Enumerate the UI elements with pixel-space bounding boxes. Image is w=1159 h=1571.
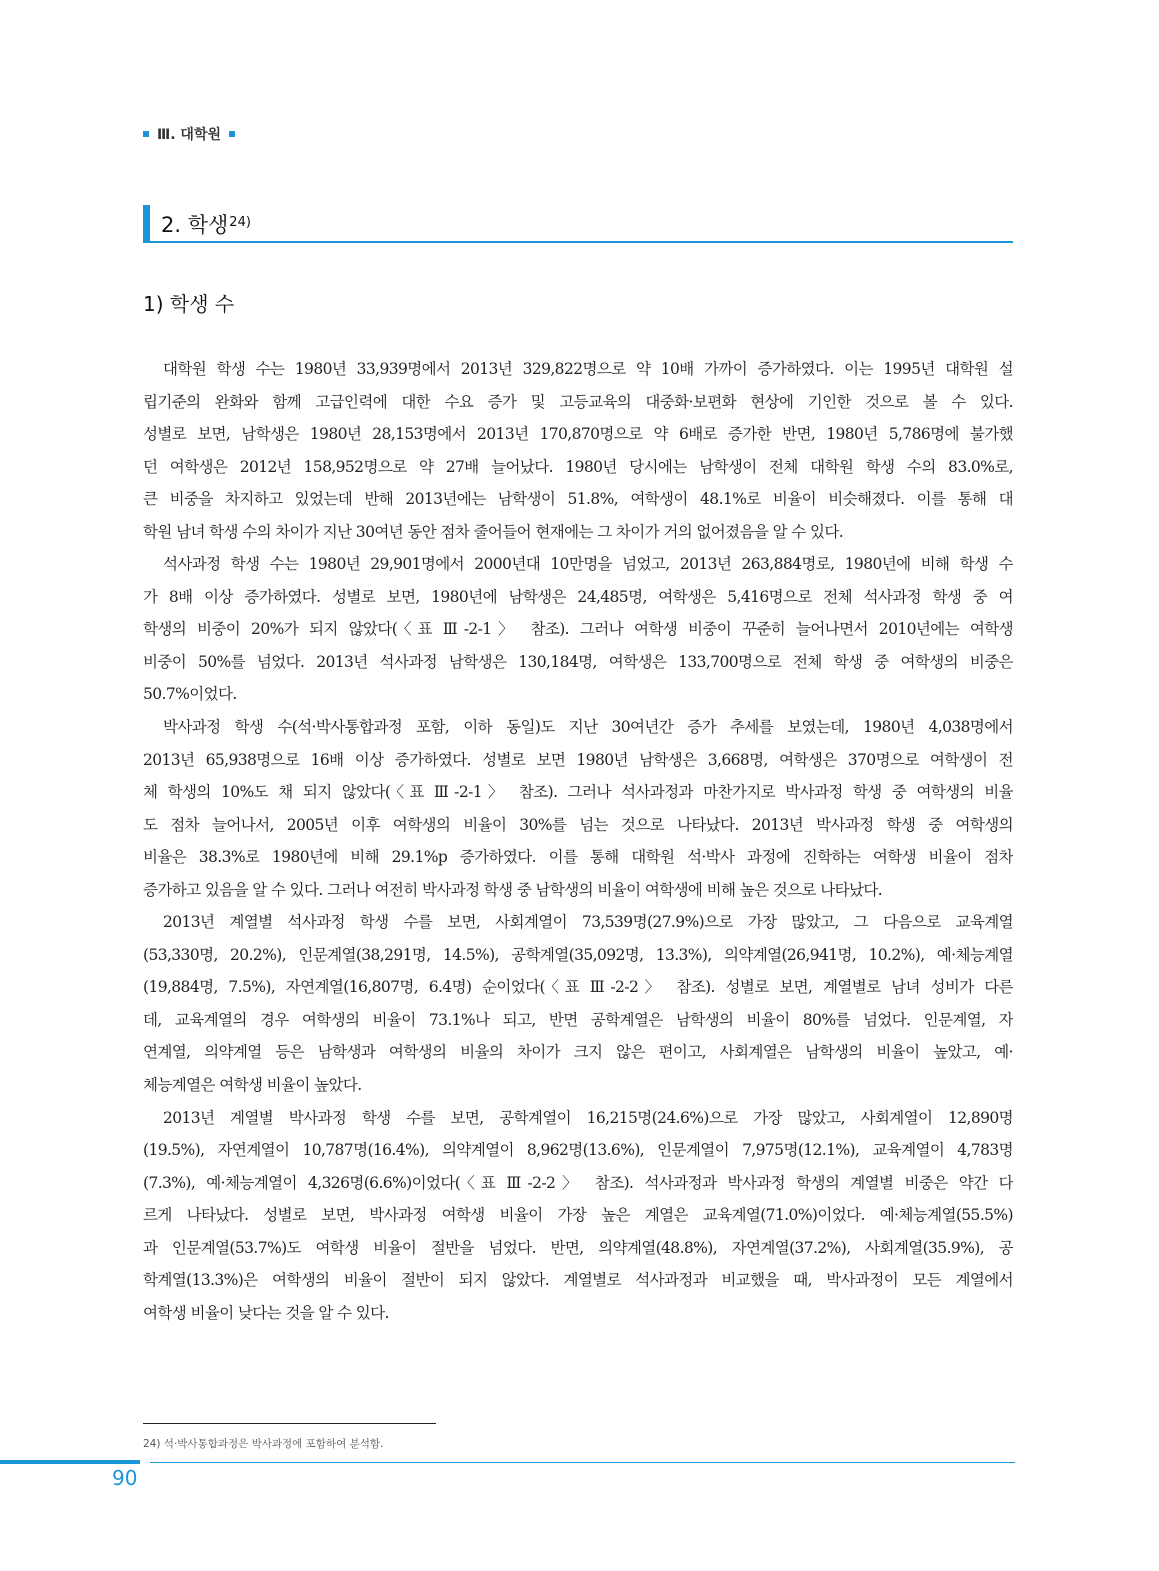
paragraph (143, 550, 1013, 713)
text-line: 박사과정 학생 수(석·박사통합과정 포함, 이하 동일)도 지난 30여년간 증가 추세를 보였는데, 1980년 4,038명에서 (163, 718, 1013, 737)
text-line: 50.7%이었다. (143, 685, 237, 704)
section-accent-bar (143, 205, 150, 242)
paragraph (143, 1104, 1013, 1332)
text-line: 가 8배 이상 증가하였다. 성별로 보면, 1980년에 남학생은 24,485명, 여학생은 5,416명으로 전체 석사과정 학생 중 여 (143, 587, 1013, 606)
text-line: 립기준의 완화와 함께 고급인력에 대한 수요 증가 및 고등교육의 대중화·보편화 현상에 기인한 것으로 볼 수 있다. (143, 392, 1013, 411)
text-line: 증가하고 있음을 알 수 있다. 그러나 여전히 박사과정 학생 중 남학생의 비율이 여학생에 비해 높은 것으로 나타났다. (143, 880, 883, 899)
text-line: 던 여학생은 2012년 158,952명으로 약 27배 늘어났다. 1980년 당시에는 남학생이 전체 대학원 학생 수의 83.0%로, (143, 457, 1013, 476)
paragraph (143, 713, 1013, 908)
text-line: 여학생 비율이 낮다는 것을 알 수 있다. (143, 1303, 389, 1322)
text-line: 2013년 계열별 석사과정 학생 수를 보면, 사회계열이 73,539명(27.9%)으로 가장 많았고, 그 다음으로 교육계열 (163, 913, 1013, 932)
text-line: 르게 나타났다. 성별로 보면, 박사과정 여학생 비율이 가장 높은 계열은 교육계열(71.0%)이었다. 예·체능계열(55.5%) (143, 1206, 1013, 1225)
text-line: 2013년 계열별 박사과정 학생 수를 보면, 공학계열이 16,215명(24.6%)으로 가장 많았고, 사회계열이 12,890명 (163, 1108, 1013, 1127)
chapter-title: Ⅲ. 대학원 (157, 127, 221, 143)
text-line: 2013년 65,938명으로 16배 이상 증가하였다. 성별로 보면 1980년 남학생은 3,668명, 여학생은 370명으로 여학생이 전 (143, 750, 1013, 769)
page-number: 90 (112, 1466, 138, 1490)
text-line: 연계열, 의약계열 등은 남학생과 여학생의 비율의 차이가 크지 않은 편이고, 사회계열은 남학생의 비율이 높았고, 예· (143, 1043, 1013, 1062)
text-line: 데, 교육계열의 경우 여학생의 비율이 73.1%나 되고, 반면 공학계열은 남학생의 비율이 80%를 넘었다. 인문계열, 자 (143, 1010, 1013, 1029)
text-line: 도 점차 늘어나서, 2005년 이후 여학생의 비율이 30%를 넘는 것으로 나타났다. 2013년 박사과정 학생 중 여학생의 (143, 815, 1013, 834)
text-line: (7.3%), 예·체능계열이 4,326명(6.6%)이었다(〈표 Ⅲ-2-2〉 참조). 석사과정과 박사과정 학생의 계열별 비중은 약간 다 (143, 1173, 1013, 1192)
section-heading (143, 205, 1013, 243)
chapter-header (143, 124, 235, 144)
text-line: (19.5%), 자연계열이 10,787명(16.4%), 의약계열이 8,962명(13.6%), 인문계열이 7,975명(12.1%), 교육계열이 4,783명 (143, 1141, 1013, 1160)
text-line: 학원 남녀 학생 수의 차이가 지난 30여년 동안 점차 줄어들어 현재에는 그 차이가 거의 없어졌음을 알 수 있다. (143, 522, 844, 541)
text-line: 체 학생의 10%도 채 되지 않았다(〈표 Ⅲ-2-1〉 참조). 그러나 석사과정과 마찬가지로 박사과정 학생 중 여학생의 비율 (143, 783, 1013, 802)
text-line: 대학원 학생 수는 1980년 33,939명에서 2013년 329,822명으로 약 10배 가까이 증가하였다. 이는 1995년 대학원 설 (163, 360, 1013, 378)
text-line: 학생의 비중이 20%가 되지 않았다(〈표 Ⅲ-2-1〉 참조). 그러나 여학생 비중이 꾸준히 늘어나면서 2010년에는 여학생 (143, 620, 1013, 639)
footer-rule (150, 1462, 1015, 1463)
footnote-divider (143, 1423, 436, 1424)
text-line: 큰 비중을 차지하고 있었는데 반해 2013년에는 남학생이 51.8%, 여학생이 48.1%로 비율이 비슷해졌다. 이를 통해 대 (143, 490, 1013, 509)
square-bullet-icon (143, 131, 149, 137)
body-text (143, 355, 1013, 1331)
subsection-title: 1) 학생 수 (143, 292, 235, 316)
paragraph (143, 355, 1013, 550)
text-line: 비중이 50%를 넘었다. 2013년 석사과정 남학생은 130,184명, 여학생은 133,700명으로 전체 학생 중 여학생의 비중은 (143, 652, 1013, 671)
text-line: 체능계열은 여학생 비율이 높았다. (143, 1076, 362, 1095)
footnote: 24) 석·박사통합과정은 박사과정에 포함하여 분석함. (143, 1438, 384, 1450)
square-bullet-icon (229, 131, 235, 137)
text-line: 성별로 보면, 남학생은 1980년 28,153명에서 2013년 170,870명으로 약 6배로 증가한 반면, 1980년 5,786명에 불가했 (143, 425, 1013, 444)
footnote-reference: 24) (229, 215, 251, 230)
footer-accent-bar (0, 1460, 140, 1464)
text-line: (19,884명, 7.5%), 자연계열(16,807명, 6.4명) 순이었다(〈표 Ⅲ-2-2〉 참조). 성별로 보면, 계열별로 남녀 성비가 다른 (143, 978, 1013, 997)
text-line: 석사과정 학생 수는 1980년 29,901명에서 2000년대 10만명을 넘었고, 2013년 263,884명로, 1980년에 비해 학생 수 (163, 555, 1013, 574)
paragraph (143, 908, 1013, 1103)
text-line: 비율은 38.3%로 1980년에 비해 29.1%p 증가하였다. 이를 통해 대학원 석·박사 과정에 진학하는 여학생 비율이 점차 (143, 848, 1013, 867)
text-line: 학계열(13.3%)은 여학생의 비율이 절반이 되지 않았다. 계열별로 석사과정과 비교했을 때, 박사과정이 모든 계열에서 (143, 1271, 1013, 1290)
section-title: 2. 학생 (161, 213, 229, 237)
text-line: 과 인문계열(53.7%)도 여학생 비율이 절반을 넘었다. 반면, 의약계열(48.8%), 자연계열(37.2%), 사회계열(35.9%), 공 (143, 1238, 1013, 1257)
text-line: (53,330명, 20.2%), 인문계열(38,291명, 14.5%), 공학계열(35,092명, 13.3%), 의약계열(26,941명, 10.2%), 예·체능계열 (143, 945, 1013, 964)
